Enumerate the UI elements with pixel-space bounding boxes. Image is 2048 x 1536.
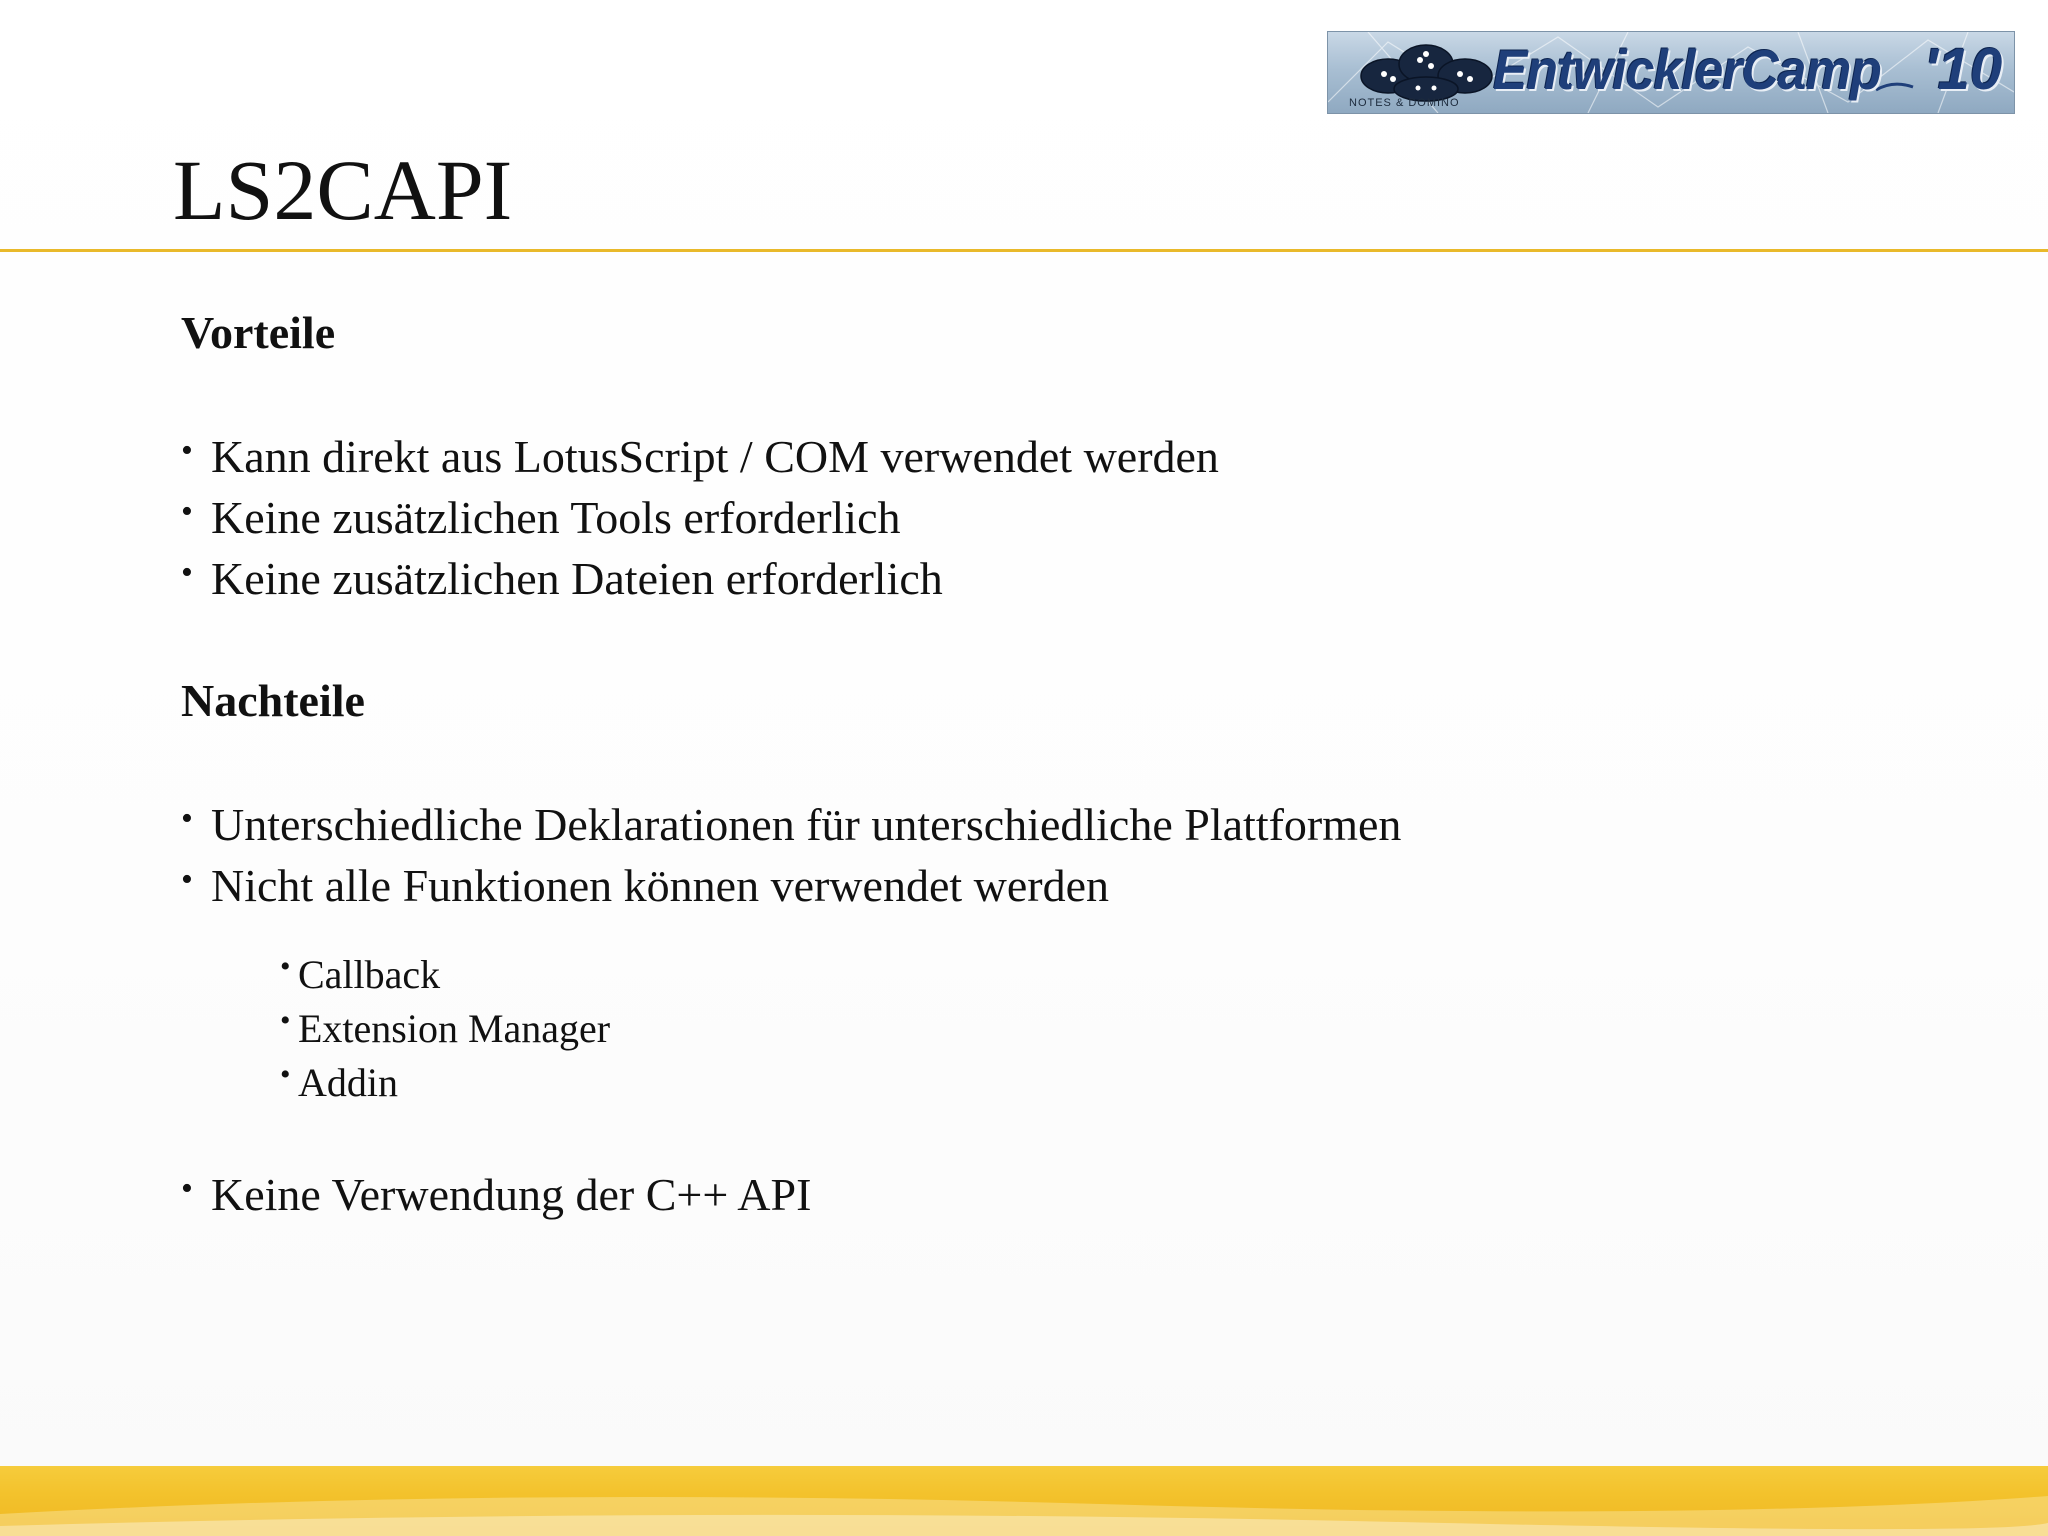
bullet-icon: • [280,950,291,983]
logo-text: EntwicklerCamp [1493,38,1881,101]
nachteile-list [181,794,1401,916]
bullet-icon: • [181,432,193,469]
bullet-icon: • [280,1058,291,1091]
slide-title: LS2CAPI [173,142,513,238]
nachteile-sub-list [280,948,610,1110]
bullet-text: Keine zusätzlichen Dateien erforderlich [211,553,943,604]
list-item [181,548,1219,609]
bullet-icon: • [280,1004,291,1037]
sub-list-item [280,948,610,1002]
section-heading-nachteile: Nachteile [181,675,365,726]
logo-subtitle: NOTES & DOMINO [1349,97,1460,109]
section-heading-vorteile: Vorteile [181,307,336,358]
list-item [181,1164,811,1225]
sub-list-item [280,1056,610,1110]
sub-list-item [280,1002,610,1056]
bullet-icon: • [181,800,193,837]
bullet-text: Kann direkt aus LotusScript / COM verwendet werden [211,431,1219,482]
footer-band [0,1466,2048,1536]
logo-year: '10 [1924,37,2003,102]
list-item [181,794,1401,855]
vorteile-list [181,426,1219,609]
bullet-text: Nicht alle Funktionen können verwendet werden [211,860,1110,911]
bullet-text: Keine zusätzlichen Tools erforderlich [211,492,901,543]
title-divider [0,249,2048,252]
list-item [181,426,1219,487]
bullet-icon: • [181,493,193,530]
list-item [181,855,1401,916]
sub-bullet-text: Callback [298,952,441,997]
bullet-text: Keine Verwendung der C++ API [211,1169,812,1220]
bullet-icon: • [181,554,193,591]
footer-swoosh [0,1466,2048,1536]
bullet-text: Unterschiedliche Deklarationen für unterschiedliche Plattformen [211,799,1402,850]
list-item [181,487,1219,548]
bullet-icon: • [181,861,193,898]
nachteile-trailing-list [181,1164,811,1225]
entwicklercamp-logo [1327,31,2015,114]
sub-bullet-text: Addin [298,1060,398,1105]
bullet-icon: • [181,1170,193,1207]
sub-bullet-text: Extension Manager [298,1006,611,1051]
